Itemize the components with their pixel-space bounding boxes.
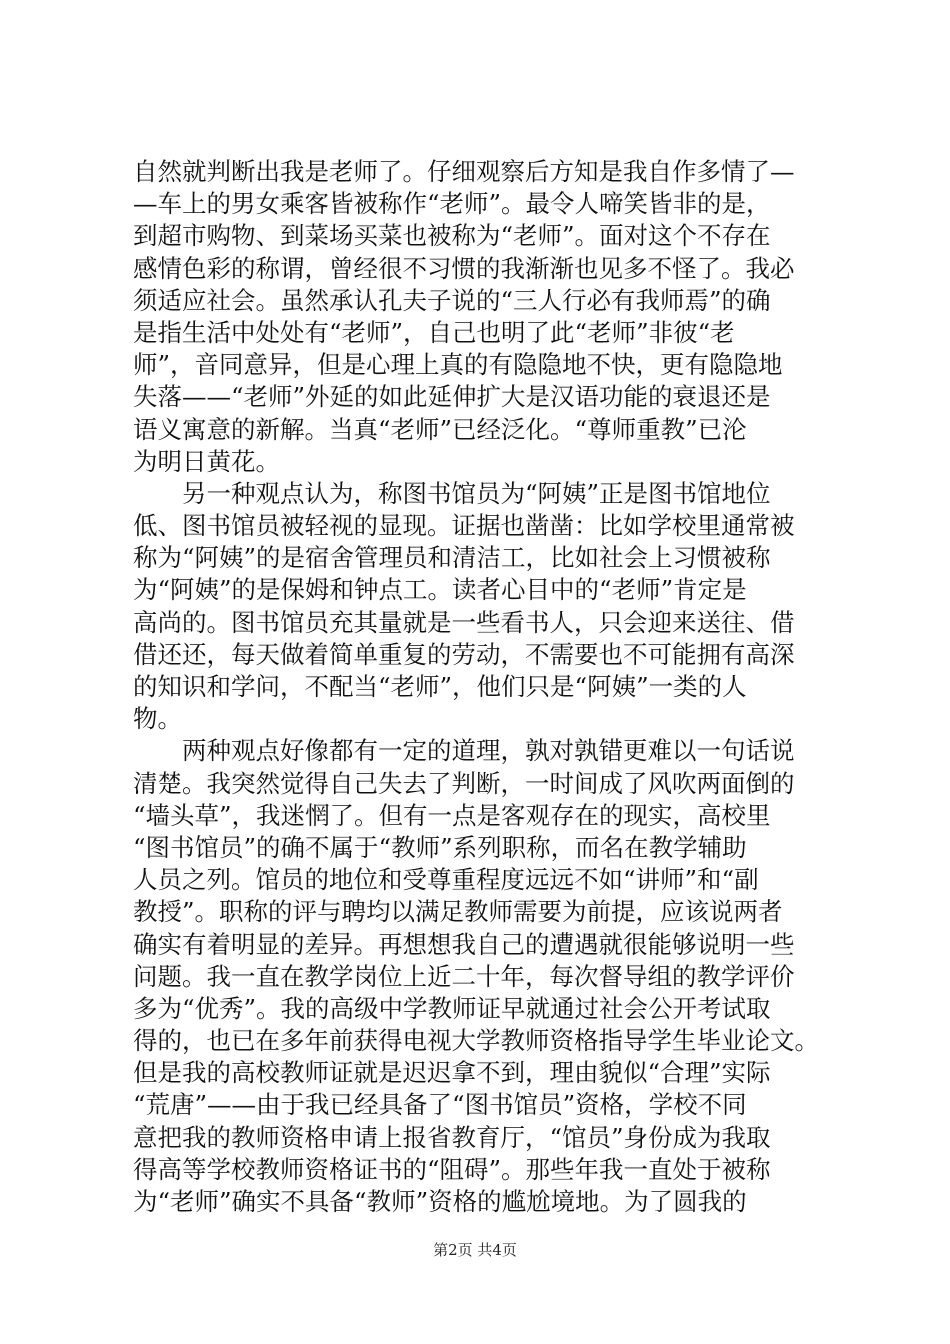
text-line: 须适应社会。虽然承认孔夫子说的“三人行必有我师焉”的确 <box>133 285 771 315</box>
text-line: “墙头草”，我迷惘了。但有一点是客观存在的现实，高校里 <box>133 800 771 830</box>
text-line: 低、图书馆员被轻视的显现。证据也凿凿：比如学校里通常被 <box>133 511 795 541</box>
text-line: 教授”。职称的评与聘均以满足教师需要为前提，应该说两者 <box>133 897 783 927</box>
text-line: —车上的男女乘客皆被称作“老师”。最令人啼笑皆非的是， <box>133 189 771 219</box>
text-line: 问题。我一直在教学岗位上近二十年，每次督导组的教学评价 <box>133 961 795 991</box>
paragraph-first-line: 两种观点好像都有一定的道理，孰对孰错更难以一句话说 <box>182 736 795 766</box>
text-line: 借还还，每天做着简单重复的劳动，不需要也不可能拥有高深 <box>133 639 795 669</box>
text-line: 为“老师”确实不具备“教师”资格的尴尬境地。为了圆我的 <box>133 1187 747 1216</box>
page-footer <box>0 1240 950 1260</box>
text-line: 称为“阿姨”的是宿舍管理员和清洁工，比如社会上习惯被称 <box>133 543 771 573</box>
text-line: 确实有着明显的差异。再想想我自己的遭遇就很能够说明一些 <box>133 929 795 959</box>
paragraph-first-line: 另一种观点认为，称图书馆员为“阿姨”正是图书馆地位 <box>182 478 771 508</box>
text-line: “图书馆员”的确不属于“教师”系列职称，而名在教学辅助 <box>133 832 747 862</box>
text-line: 感情色彩的称谓，曾经很不习惯的我渐渐也见多不怪了。我必 <box>133 253 795 283</box>
text-line: 高尚的。图书馆员充其量就是一些看书人，只会迎来送往、借 <box>133 607 795 637</box>
text-line: 清楚。我突然觉得自己失去了判断，一时间成了风吹两面倒的 <box>133 768 795 798</box>
text-line: 的知识和学问，不配当“老师”，他们只是“阿姨”一类的人 <box>133 672 747 701</box>
body-text <box>133 156 833 1218</box>
text-line: 得的，也已在多年前获得电视大学教师资格指导学生毕业论文。 <box>133 1026 819 1056</box>
text-line: 但是我的高校教师证就是迟迟拿不到，理由貌似“合理”实际 <box>133 1058 771 1088</box>
text-line: 失落——“老师”外延的如此延伸扩大是汉语功能的衰退还是 <box>133 382 771 412</box>
text-line: 得高等学校教师资格证书的“阻碍”。那些年我一直处于被称 <box>133 1154 771 1184</box>
text-line: 多为“优秀”。我的高级中学教师证早就通过社会公开考试取 <box>133 993 771 1023</box>
text-line: 师”，音同意异，但是心理上真的有隐隐地不快，更有隐隐地 <box>133 350 783 380</box>
text-line: 为明日黄花。 <box>133 446 280 476</box>
text-line: “荒唐”——由于我已经具备了“图书馆员”资格，学校不同 <box>133 1090 747 1120</box>
text-line: 为“阿姨”的是保姆和钟点工。读者心目中的“老师”肯定是 <box>133 575 747 605</box>
text-line: 意把我的教师资格申请上报省教育厅，“馆员”身份成为我取 <box>133 1122 771 1152</box>
text-line: 自然就判断出我是老师了。仔细观察后方知是我自作多情了— <box>133 157 795 186</box>
text-line: 物。 <box>133 704 182 734</box>
text-line: 语义寓意的新解。当真“老师”已经泛化。“尊师重教”已沦 <box>133 414 747 444</box>
page-number-label: 第2页 共4页 <box>433 1241 517 1259</box>
text-line: 到超市购物、到菜场买菜也被称为“老师”。面对这个不存在 <box>133 221 771 251</box>
text-line: 是指生活中处处有“老师”，自己也明了此“老师”非彼“老 <box>133 317 735 347</box>
text-line: 人员之列。馆员的地位和受尊重程度远远不如“讲师”和“副 <box>133 865 759 895</box>
